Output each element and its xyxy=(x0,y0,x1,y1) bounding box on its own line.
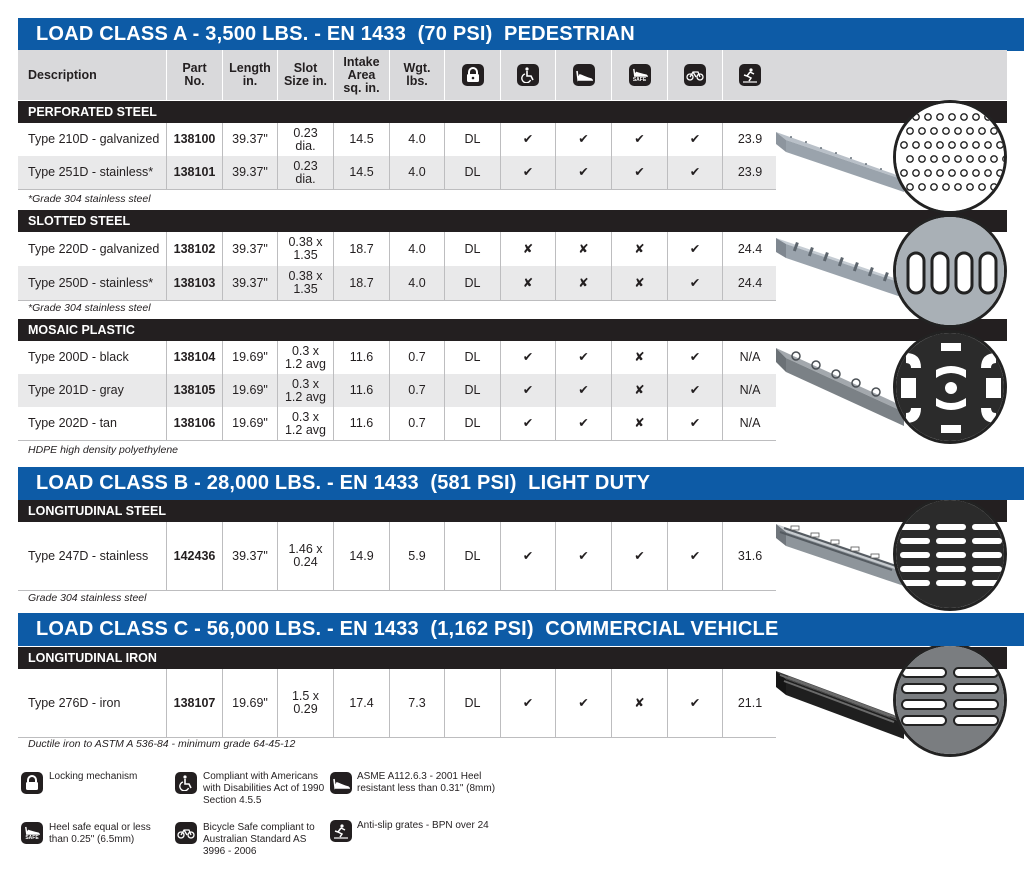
cell-heel-safe: ✔ xyxy=(611,123,667,156)
cell-intake-area: 11.6 xyxy=(333,407,389,440)
cell-bicycle: ✔ xyxy=(667,156,722,189)
cell-lock: DL xyxy=(444,156,500,189)
cell-length: 39.37" xyxy=(222,123,277,156)
section-note-longsteel: Grade 304 stainless steel xyxy=(28,592,147,604)
cell-intake-area: 14.5 xyxy=(333,123,389,156)
section-note-perforated: *Grade 304 stainless steel xyxy=(28,193,151,205)
cell-anti-slip: 31.6 xyxy=(722,522,777,590)
cell-anti-slip: 23.9 xyxy=(722,156,777,189)
load-class-a-title: LOAD CLASS A - 3,500 LBS. - EN 1433 (70 PSI) PEDESTRIAN xyxy=(18,18,1024,51)
cell-bicycle: ✔ xyxy=(667,123,722,156)
cell-part-no: 138103 xyxy=(166,266,222,300)
legend-bicycle-icon xyxy=(175,822,197,844)
cell-weight: 0.7 xyxy=(389,374,444,407)
cell-part-no: 138101 xyxy=(166,156,222,189)
table-row xyxy=(18,407,776,440)
cell-description: Type 220D - galvanized xyxy=(28,241,160,256)
cell-anti-slip: 24.4 xyxy=(722,266,777,300)
cell-slot-size: 0.23 dia. xyxy=(277,156,333,189)
cell-part-no: 138105 xyxy=(166,374,222,407)
cell-weight: 4.0 xyxy=(389,232,444,266)
cell-intake-area: 18.7 xyxy=(333,266,389,300)
wheelchair-icon xyxy=(517,64,539,86)
cell-length: 19.69" xyxy=(222,374,277,407)
cell-slot-size: 1.46 x 0.24 xyxy=(277,522,333,590)
cell-length: 39.37" xyxy=(222,232,277,266)
slotted-detail-circle xyxy=(893,214,1007,328)
legend-anti-slip-text: Anti-slip grates - BPN over 24 xyxy=(357,820,489,831)
table-row xyxy=(18,522,776,590)
cell-weight: 0.7 xyxy=(389,407,444,440)
table-row xyxy=(18,123,776,156)
cell-ada: ✘ xyxy=(500,266,555,300)
row-divider xyxy=(18,440,776,441)
section-note-longiron: Ductile iron to ASTM A 536-84 - minimum grade 64-45-12 xyxy=(28,738,296,750)
legend-heel-safe-text: Heel safe equal or less than 0.25" (6.5mm) xyxy=(49,822,151,845)
section-title-longsteel: LONGITUDINAL STEEL xyxy=(18,500,1007,522)
header-bicycle xyxy=(667,50,722,100)
cell-heel: ✔ xyxy=(555,123,611,156)
table-row xyxy=(18,266,776,300)
cell-part-no: 138106 xyxy=(166,407,222,440)
perforated-grate-image xyxy=(776,122,904,202)
cell-length: 19.69" xyxy=(222,341,277,374)
cell-weight: 5.9 xyxy=(389,522,444,590)
cell-anti-slip: N/A xyxy=(722,374,777,407)
cell-weight: 4.0 xyxy=(389,123,444,156)
cell-anti-slip: 23.9 xyxy=(722,123,777,156)
cell-part-no: 138107 xyxy=(166,669,222,737)
cell-weight: 0.7 xyxy=(389,341,444,374)
legend-lock-icon xyxy=(21,772,43,794)
heel-safe-icon: SAFE xyxy=(629,64,651,86)
cell-ada: ✔ xyxy=(500,374,555,407)
legend-ada-text: Compliant with Americans with Disabilities Act of 1990 Section 4.5.5 xyxy=(203,771,325,806)
cell-heel-safe: ✘ xyxy=(611,407,667,440)
cell-description: Type 210D - galvanized xyxy=(28,132,160,146)
cell-heel-safe: ✘ xyxy=(611,341,667,374)
cell-lock: DL xyxy=(444,669,500,737)
cell-heel: ✘ xyxy=(555,232,611,266)
table-header xyxy=(18,50,1007,100)
cell-part-no: 138100 xyxy=(166,123,222,156)
bicycle-icon xyxy=(684,64,706,86)
cell-heel-safe: ✘ xyxy=(611,266,667,300)
row-divider xyxy=(18,189,776,190)
cell-heel: ✔ xyxy=(555,341,611,374)
cell-length: 19.69" xyxy=(222,407,277,440)
row-divider xyxy=(18,300,776,301)
cell-length: 39.37" xyxy=(222,156,277,189)
cell-description: Type 202D - tan xyxy=(28,416,117,430)
cell-anti-slip: N/A xyxy=(722,407,777,440)
cell-intake-area: 17.4 xyxy=(333,669,389,737)
cell-slot-size: 0.38 x 1.35 xyxy=(277,232,333,266)
load-class-c-title: LOAD CLASS C - 56,000 LBS. - EN 1433 (1,162 PSI) COMMERCIAL VEHICLE xyxy=(18,613,1024,646)
cell-intake-area: 11.6 xyxy=(333,374,389,407)
cell-heel-safe: ✔ xyxy=(611,522,667,590)
longitudinal-steel-detail-circle xyxy=(893,497,1007,611)
cell-lock: DL xyxy=(444,374,500,407)
table-row xyxy=(18,669,776,737)
cell-description: Type 251D - stainless* xyxy=(28,165,154,179)
cell-heel-safe: ✘ xyxy=(611,669,667,737)
cell-bicycle: ✔ xyxy=(667,522,722,590)
cell-weight: 4.0 xyxy=(389,156,444,189)
cell-weight: 7.3 xyxy=(389,669,444,737)
cell-heel: ✔ xyxy=(555,156,611,189)
cell-lock: DL xyxy=(444,266,500,300)
row-divider xyxy=(18,590,776,591)
section-title-slotted: SLOTTED STEEL xyxy=(18,210,1007,232)
cell-lock: DL xyxy=(444,407,500,440)
header-heel-safe xyxy=(611,50,667,100)
cell-weight: 4.0 xyxy=(389,266,444,300)
anti-slip-icon xyxy=(739,64,761,86)
cell-lock: DL xyxy=(444,232,500,266)
cell-ada: ✔ xyxy=(500,522,555,590)
cell-description: Type 247D - stainless xyxy=(28,548,149,563)
cell-bicycle: ✔ xyxy=(667,232,722,266)
legend-heel-safe-icon: SAFE xyxy=(21,822,43,844)
cell-ada: ✔ xyxy=(500,669,555,737)
mosaic-detail-circle xyxy=(893,330,1007,444)
cell-heel: ✔ xyxy=(555,374,611,407)
mosaic-grate-image xyxy=(776,342,904,442)
header-ada xyxy=(500,50,555,100)
cell-anti-slip: 21.1 xyxy=(722,669,777,737)
legend-lock-text: Locking mechanism xyxy=(49,771,138,782)
cell-ada: ✔ xyxy=(500,123,555,156)
cell-heel: ✔ xyxy=(555,522,611,590)
cell-intake-area: 18.7 xyxy=(333,232,389,266)
cell-slot-size: 1.5 x 0.29 xyxy=(277,669,333,737)
cell-heel-safe: ✘ xyxy=(611,374,667,407)
slotted-grate-image xyxy=(776,230,904,306)
cell-slot-size: 0.3 x 1.2 avg xyxy=(277,374,333,407)
longitudinal-iron-grate-image xyxy=(776,667,904,749)
cell-bicycle: ✔ xyxy=(667,266,722,300)
cell-length: 39.37" xyxy=(222,266,277,300)
section-note-mosaic: HDPE high density polyethylene xyxy=(28,444,179,456)
legend-wheelchair-icon xyxy=(175,772,197,794)
legend-bicycle-text: Bicycle Safe compliant to Australian Standard AS 3996 - 2006 xyxy=(203,822,315,857)
cell-bicycle: ✔ xyxy=(667,407,722,440)
cell-intake-area: 11.6 xyxy=(333,341,389,374)
cell-intake-area: 14.5 xyxy=(333,156,389,189)
section-title-longiron: LONGITUDINAL IRON xyxy=(18,647,1007,669)
header-lock xyxy=(444,50,500,100)
cell-heel-safe: ✘ xyxy=(611,232,667,266)
header-weight: Wgt. lbs. xyxy=(389,50,444,100)
section-title-mosaic: MOSAIC PLASTIC xyxy=(18,319,1007,341)
cell-heel: ✘ xyxy=(555,266,611,300)
cell-slot-size: 0.23 dia. xyxy=(277,123,333,156)
cell-length: 39.37" xyxy=(222,522,277,590)
cell-part-no: 138104 xyxy=(166,341,222,374)
header-intake-area: Intake Area sq. in. xyxy=(333,50,389,100)
table-row xyxy=(18,374,776,407)
cell-heel: ✔ xyxy=(555,407,611,440)
cell-lock: DL xyxy=(444,341,500,374)
cell-bicycle: ✔ xyxy=(667,374,722,407)
header-length: Length in. xyxy=(222,50,277,100)
section-note-slotted: *Grade 304 stainless steel xyxy=(28,302,151,314)
cell-heel-safe: ✔ xyxy=(611,156,667,189)
cell-slot-size: 0.38 x 1.35 xyxy=(277,266,333,300)
cell-slot-size: 0.3 x 1.2 avg xyxy=(277,341,333,374)
longitudinal-steel-grate-image xyxy=(776,520,904,598)
cell-heel: ✔ xyxy=(555,669,611,737)
header-part-no: Part No. xyxy=(166,50,222,100)
cell-bicycle: ✔ xyxy=(667,669,722,737)
header-slot-size: Slot Size in. xyxy=(277,50,333,100)
heel-icon xyxy=(573,64,595,86)
cell-description: Type 200D - black xyxy=(28,350,129,364)
cell-ada: ✔ xyxy=(500,156,555,189)
cell-lock: DL xyxy=(444,123,500,156)
cell-ada: ✔ xyxy=(500,341,555,374)
cell-lock: DL xyxy=(444,522,500,590)
cell-bicycle: ✔ xyxy=(667,341,722,374)
perforated-detail-circle xyxy=(893,100,1007,214)
cell-description: Type 250D - stainless* xyxy=(28,275,154,290)
legend-anti-slip-icon xyxy=(330,820,352,842)
load-class-b-title: LOAD CLASS B - 28,000 LBS. - EN 1433 (581 PSI) LIGHT DUTY xyxy=(18,467,1024,500)
table-row xyxy=(18,232,776,266)
cell-ada: ✔ xyxy=(500,407,555,440)
cell-intake-area: 14.9 xyxy=(333,522,389,590)
cell-slot-size: 0.3 x 1.2 avg xyxy=(277,407,333,440)
cell-length: 19.69" xyxy=(222,669,277,737)
legend-heel-text: ASME A112.6.3 - 2001 Heel resistant less than 0.31" (8mm) xyxy=(357,771,496,794)
lock-icon xyxy=(462,64,484,86)
table-row xyxy=(18,341,776,374)
cell-description: Type 201D - gray xyxy=(28,383,124,397)
table-row xyxy=(18,156,776,189)
cell-ada: ✘ xyxy=(500,232,555,266)
section-title-perforated: PERFORATED STEEL xyxy=(18,101,1007,123)
cell-part-no: 142436 xyxy=(166,522,222,590)
longitudinal-iron-detail-circle xyxy=(893,643,1007,757)
header-anti-slip xyxy=(722,50,777,100)
cell-anti-slip: 24.4 xyxy=(722,232,777,266)
header-heel xyxy=(555,50,611,100)
legend-heel-icon xyxy=(330,772,352,794)
cell-part-no: 138102 xyxy=(166,232,222,266)
header-description: Description xyxy=(28,67,97,82)
cell-description: Type 276D - iron xyxy=(28,695,121,710)
cell-anti-slip: N/A xyxy=(722,341,777,374)
